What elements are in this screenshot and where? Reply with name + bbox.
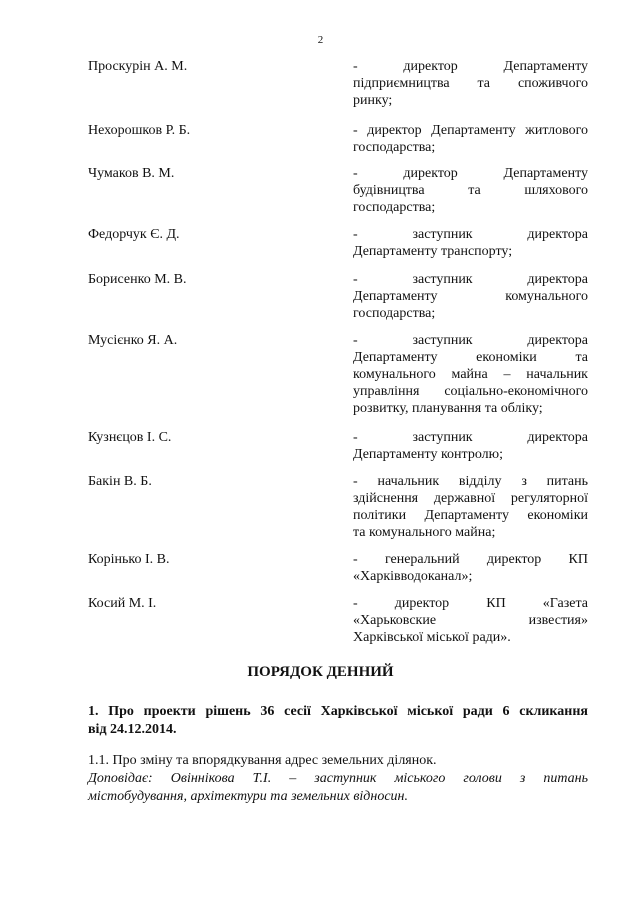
attendee-role [353,332,588,417]
attendee-role-line: - заступник директора [353,272,588,287]
attendee-row [88,271,588,322]
agenda-speaker [88,770,588,806]
attendee-row [88,473,588,541]
attendee-name: Федорчук Є. Д. [88,227,180,242]
attendee-role-line: «Харківводоканал»; [353,569,473,584]
attendee-role-line: - директор Департаменту [353,59,588,74]
agenda-speaker-line: Доповідає: Овіннікова Т.І. – заступник міського голови з питань [88,771,588,786]
attendee-role-line: - заступник директора [353,333,588,348]
attendee-row [88,551,588,585]
attendee-role-line: - генеральний директор КП [353,552,588,567]
attendee-name: Бакін В. Б. [88,474,152,489]
agenda-title: ПОРЯДОК ДЕННИЙ [247,664,394,680]
attendee-role [353,122,588,156]
attendee-name: Корінько І. В. [88,552,170,567]
attendee-role-line: - директор Департаменту [353,166,588,181]
attendee-name: Проскурін А. М. [88,59,188,74]
attendee-name: Кузнєцов І. С. [88,430,172,445]
attendee-role-line: та комунального майна; [353,525,496,540]
attendee-role [353,271,588,322]
attendee-role-line: управління соціально-економічного [353,384,588,399]
attendee-role-line: - начальник відділу з питань [353,474,588,489]
attendee-role-line: підприємництва та споживчого [353,76,588,91]
attendee-role [353,226,588,260]
attendee-name: Чумаков В. М. [88,166,175,181]
attendee-role-line: розвитку, планування та обліку; [353,401,543,416]
attendee-role [353,429,588,463]
attendee-role-line: здійснення державної регуляторної [353,491,588,506]
attendee-name: Косий М. І. [88,596,157,611]
attendee-role-line: Департаменту контролю; [353,447,503,462]
attendee-role-line: - директор КП «Газета [353,596,588,611]
attendee-name: Мусієнко Я. А. [88,333,178,348]
attendee-role-line: політики Департаменту економіки [353,508,588,523]
attendee-role-line: - директор Департаменту житлового [353,123,588,138]
attendee-row [88,429,588,463]
attendee-role-line: комунального майна – начальник [353,367,588,382]
attendee-role [353,58,588,109]
page-number: 2 [317,34,324,46]
attendee-name: Нехорошков Р. Б. [88,123,191,138]
attendee-role-line: Департаменту транспорту; [353,244,513,259]
attendee-role [353,473,588,541]
attendee-role-line: господарства; [353,140,436,155]
attendee-role-line: Департаменту комунального [353,289,588,304]
agenda-item-heading [88,703,588,739]
agenda-item-heading-line: 1. Про проекти рішень 36 сесії Харківської міської ради 6 скликання [88,704,588,719]
attendee-role-line: Харківської міської ради». [353,630,511,645]
agenda-speaker-line: містобудування, архітектури та земельних відносин. [88,789,408,804]
attendee-row [88,122,588,156]
attendee-row [88,332,588,417]
attendee-role [353,595,588,646]
attendee-role [353,165,588,216]
attendee-row [88,165,588,216]
attendee-role-line: будівництва та шляхового [353,183,588,198]
attendee-role-line: господарства; [353,306,436,321]
attendee-role [353,551,588,585]
attendee-row [88,226,588,260]
agenda-item-heading-line: від 24.12.2014. [88,722,177,737]
attendee-role-line: - заступник директора [353,430,588,445]
attendee-row [88,595,588,646]
attendee-role-line: Департаменту економіки та [353,350,588,365]
attendee-row [88,58,588,109]
attendee-role-line: ринку; [353,93,393,108]
attendee-role-line: господарства; [353,200,436,215]
agenda-subitem: 1.1. Про зміну та впорядкування адрес земельних ділянок. [88,753,437,768]
attendee-role-line: «Харьковские известия» [353,613,588,628]
attendee-role-line: - заступник директора [353,227,588,242]
attendee-name: Борисенко М. В. [88,272,187,287]
